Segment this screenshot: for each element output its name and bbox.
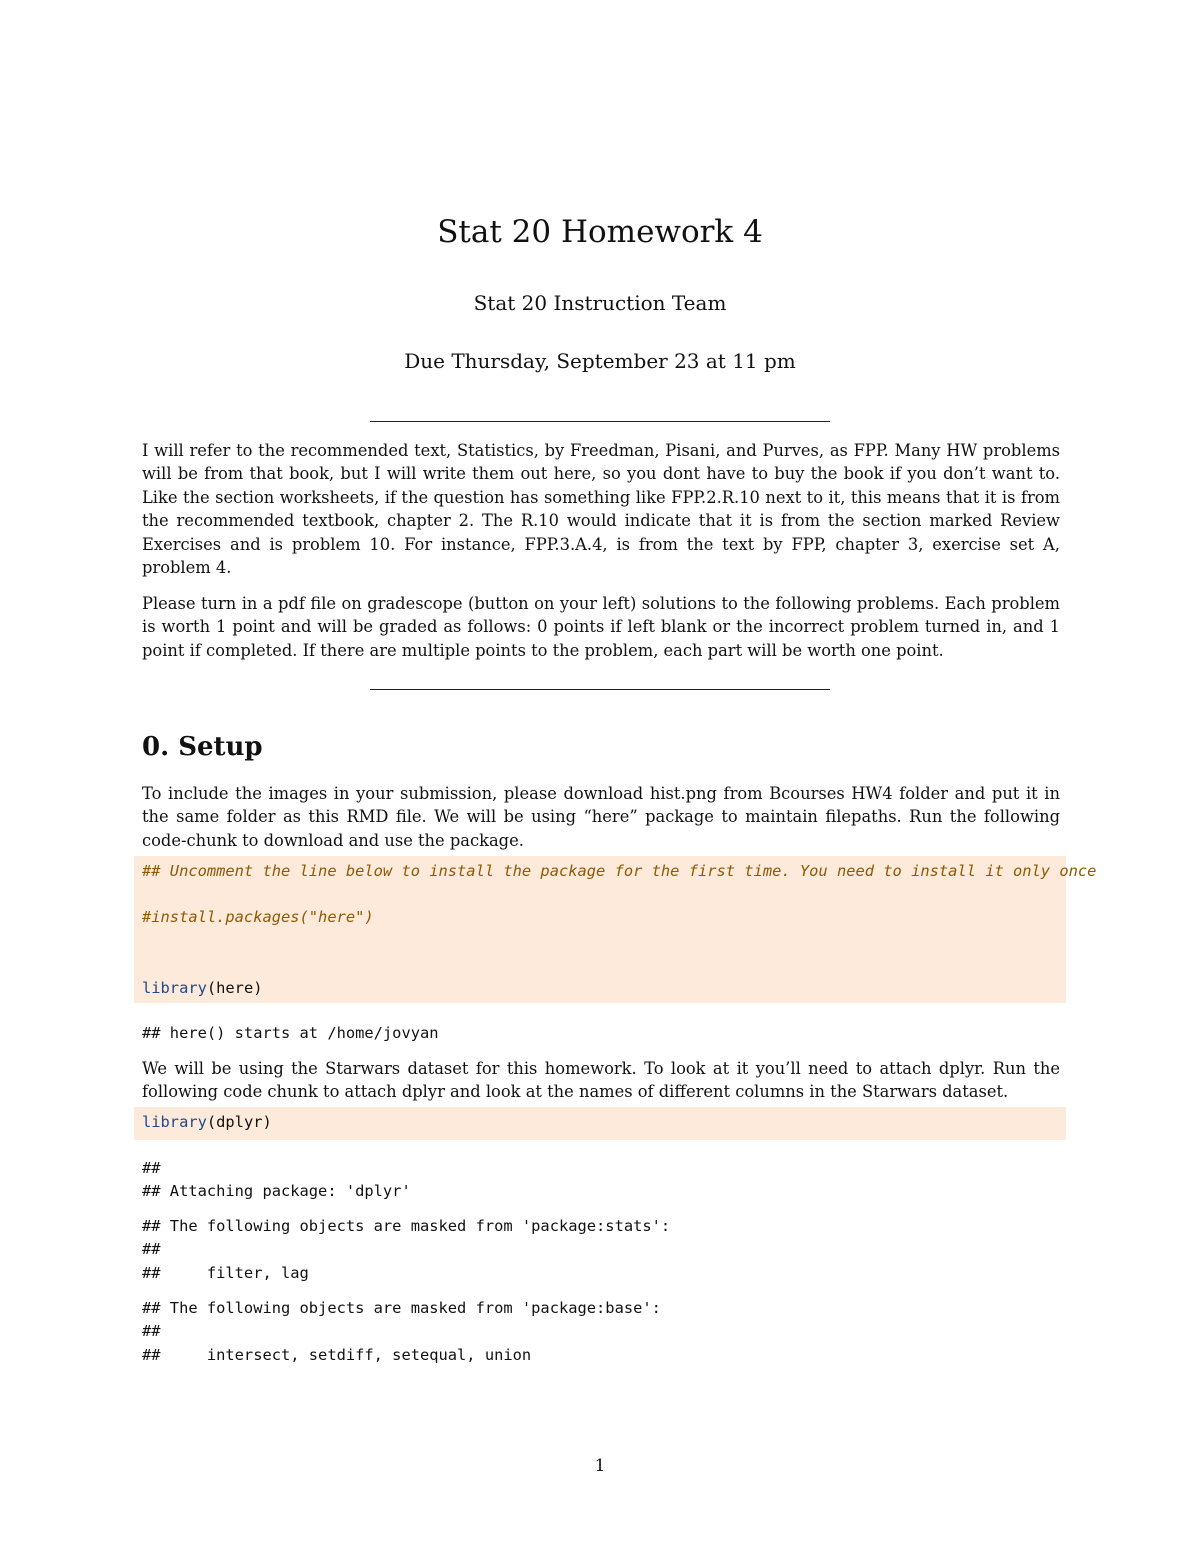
document-title: Stat 20 Homework 4 xyxy=(437,214,763,250)
page-number: 1 xyxy=(594,1456,606,1476)
code-line-library-dplyr xyxy=(142,1111,272,1134)
section-heading-setup: 0. Setup xyxy=(142,732,263,762)
code-comment-uncomment: ## Uncomment the line below to install the package for the first time. You need to install it only once xyxy=(142,862,1097,880)
output-line: ## filter, lag xyxy=(142,1264,309,1282)
output-line: ## xyxy=(142,1322,161,1340)
output-line: ## Attaching package: 'dplyr' xyxy=(142,1182,411,1200)
output-line: ## The following objects are masked from 'package:stats': xyxy=(142,1217,671,1235)
output-line: ## xyxy=(142,1240,161,1258)
intro-paragraph-1: I will refer to the recommended text, Statistics, by Freedman, Pisani, and Purves, as FPP. Many HW problems will be from that book, but I will write them out here, so you dont have to buy the book if you don’t want to. Like the section worksheets, if the question has something like FPP.2.R.10 next to it, this means that it is from the recommended textbook, chapter 2. The R.10 would indicate that it is from the section marked Review Exercises and is problem 10. For instance, FPP.3.A.4, is from the text by FPP, chapter 3, exercise set A, problem 4. xyxy=(142,441,1060,578)
output-line: ## xyxy=(142,1159,161,1177)
code-function-library: library xyxy=(142,979,207,997)
code-chunk-dplyr xyxy=(134,1107,1066,1140)
top-divider xyxy=(370,421,830,422)
code-argument-here: (here) xyxy=(206,979,263,997)
code-argument-dplyr: (dplyr) xyxy=(206,1113,272,1131)
intro-paragraph-2: Please turn in a pdf file on gradescope (button on your left) solutions to the following problems. Each problem is worth 1 point and will be graded as follows: 0 points if left blank or the incorrect problem turned in, and 1 point if completed. If there are multiple points to the problem, each part will be worth one point. xyxy=(142,594,1060,660)
code-line-library-here xyxy=(142,977,262,1000)
code-comment-install: #install.packages("here") xyxy=(142,908,374,926)
output-line: ## intersect, setdiff, setequal, union xyxy=(142,1346,532,1364)
code-output-here: ## here() starts at /home/jovyan xyxy=(142,1024,439,1042)
bottom-divider xyxy=(370,689,830,690)
setup-paragraph-1: To include the images in your submission, please download hist.png from Bcourses HW4 folder and put it in the same folder as this RMD file. We will be using “here” package to maintain filepaths. Run the following code-chunk to download and use the package. xyxy=(142,784,1060,850)
output-line: ## The following objects are masked from 'package:base': xyxy=(142,1299,661,1317)
code-function-library: library xyxy=(142,1113,207,1131)
setup-paragraph-2: We will be using the Starwars dataset for this homework. To look at it you’ll need to attach dplyr. Run the following code chunk to attach dplyr and look at the names of different columns in the Starwars dataset. xyxy=(142,1059,1060,1102)
document-date: Due Thursday, September 23 at 11 pm xyxy=(404,349,796,373)
document-author: Stat 20 Instruction Team xyxy=(473,291,727,315)
